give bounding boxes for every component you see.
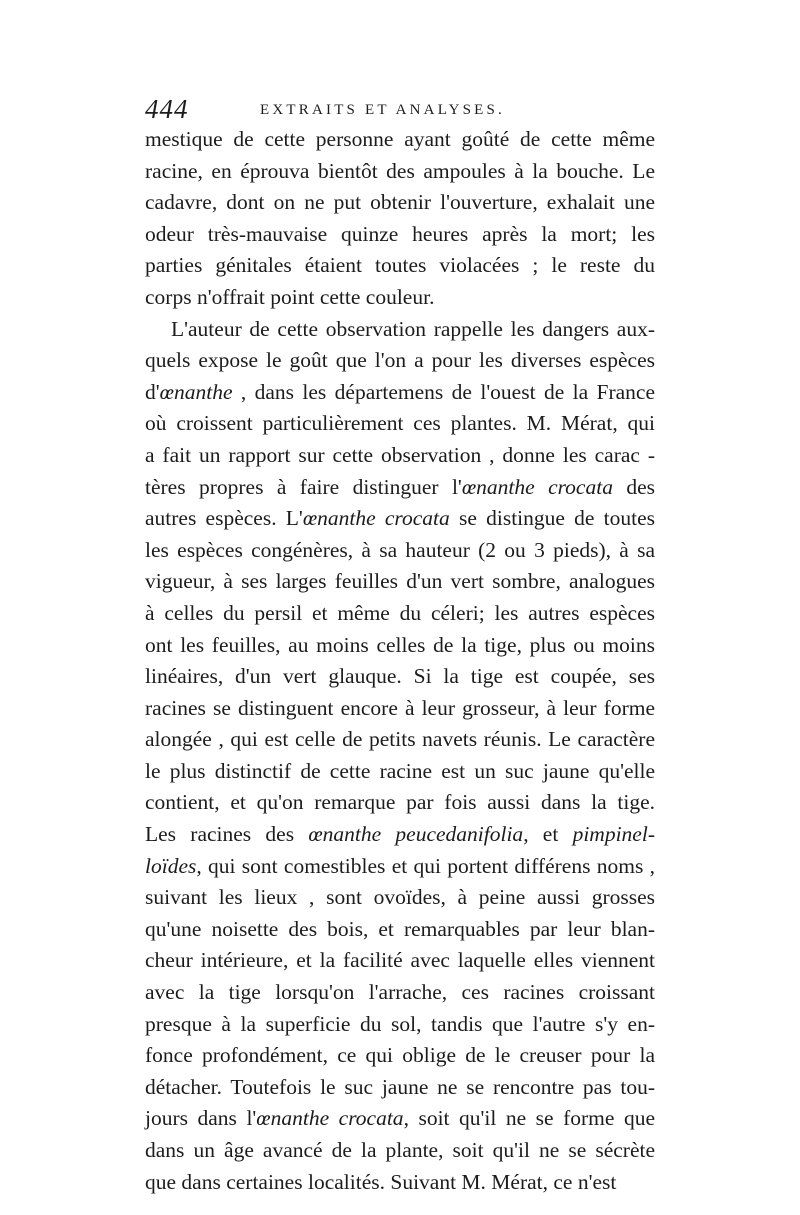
text-line: [145, 250, 655, 282]
text-line: [145, 282, 655, 314]
text-segment: se distingue de toutes: [449, 506, 656, 531]
running-title: EXTRAITS ET ANALYSES.: [260, 102, 506, 118]
italic-text: œnanthe: [159, 379, 233, 404]
text-segment: détacher. Toutefois le suc jaune ne se rencontre pas tou-: [145, 1074, 655, 1099]
page-number: 444: [145, 94, 189, 124]
text-segment: à celles du persil et même du céleri; les autres espèces: [145, 600, 655, 625]
text-segment: Les racines des: [145, 822, 309, 847]
text-segment: cheur intérieure, et la facilité avec laquelle elles viennent: [145, 948, 655, 973]
text-segment: corps n'offrait point cette couleur.: [145, 284, 435, 309]
italic-text: œnanthe crocata: [302, 506, 450, 531]
text-line: [145, 219, 655, 251]
text-segment: , dans les départemens de l'ouest de la France: [232, 379, 655, 404]
body-text: [145, 124, 655, 1198]
text-segment: contient, et qu'on remarque par fois aussi dans la tige.: [145, 790, 655, 815]
text-line: [145, 377, 655, 409]
text-segment: autres espèces. L': [145, 506, 303, 531]
text-segment: jours dans l': [145, 1106, 257, 1131]
text-line: [145, 1072, 655, 1104]
italic-text: œnanthe crocata: [461, 474, 613, 499]
text-segment: suivant les lieux , sont ovoïdes, à peine aussi grosses: [145, 885, 655, 910]
italic-text: pimpinel-: [572, 822, 655, 847]
text-line: [145, 882, 655, 914]
text-segment: quels expose le goût que l'on a pour les diverses espèces: [145, 348, 655, 373]
text-line: [145, 1135, 655, 1167]
text-segment: , soit qu'il ne se forme que: [403, 1106, 656, 1131]
text-segment: racine, en éprouva bientôt des ampoules à la bouche. Le: [145, 158, 655, 183]
text-segment: vigueur, à ses larges feuilles d'un vert sombre, analogues: [145, 569, 655, 594]
text-segment: que dans certaines localités. Suivant M. Mérat, ce n'est: [145, 1169, 617, 1194]
text-segment: , et: [523, 822, 573, 847]
text-line: [145, 724, 655, 756]
text-segment: qu'une noisette des bois, et remarquables par leur blan-: [145, 916, 655, 941]
text-line: [145, 693, 655, 725]
text-line: [145, 156, 655, 188]
text-line: [145, 314, 655, 346]
text-line: [145, 503, 655, 535]
text-line: [145, 187, 655, 219]
text-line: [145, 630, 655, 662]
text-segment: alongée , qui est celle de petits navets réunis. Le caractère: [145, 727, 655, 752]
text-segment: cadavre, dont on ne put obtenir l'ouverture, exhalait une: [145, 190, 655, 215]
text-segment: racines se distinguent encore à leur grosseur, à leur forme: [145, 695, 655, 720]
text-line: [145, 945, 655, 977]
text-line: [145, 535, 655, 567]
text-line: [145, 1040, 655, 1072]
italic-text: œnanthe peucedanifolia: [308, 822, 524, 847]
text-line: [145, 345, 655, 377]
text-segment: fonce profondément, ce qui oblige de le creuser pour la: [145, 1043, 655, 1068]
text-segment: des: [612, 474, 656, 499]
text-segment: a fait un rapport sur cette observation , donne les carac -: [145, 442, 655, 467]
text-segment: linéaires, d'un vert glauque. Si la tige est coupée, ses: [145, 664, 655, 689]
page-header: [145, 94, 655, 124]
text-line: [145, 440, 655, 472]
text-segment: parties génitales étaient toutes violacées ; le reste du: [145, 253, 655, 278]
text-segment: où croissent particulièrement ces plantes. M. Mérat, qui: [145, 411, 655, 436]
text-line: [145, 756, 655, 788]
italic-text: loïdes: [145, 853, 197, 878]
text-segment: presque à la superficie du sol, tandis que l'autre s'y en-: [145, 1011, 655, 1036]
text-line: [145, 1167, 655, 1199]
text-segment: , qui sont comestibles et qui portent différens noms ,: [196, 853, 655, 878]
text-segment: d': [145, 379, 160, 404]
text-segment: tères propres à faire distinguer l': [145, 474, 462, 499]
text-line: [145, 661, 655, 693]
text-line: [145, 124, 655, 156]
text-line: [145, 851, 655, 883]
italic-text: œnanthe crocata: [256, 1106, 404, 1131]
text-segment: dans un âge avancé de la plante, soit qu'il ne se sécrète: [145, 1138, 655, 1162]
text-line: [145, 598, 655, 630]
text-segment: odeur très-mauvaise quinze heures après la mort; les: [145, 221, 655, 246]
text-segment: le plus distinctif de cette racine est un suc jaune qu'elle: [145, 758, 655, 783]
text-line: [145, 914, 655, 946]
text-line: [145, 819, 655, 851]
text-line: [145, 472, 655, 504]
text-line: [145, 1103, 655, 1135]
text-segment: les espèces congénères, à sa hauteur (2 ou 3 pieds), à sa: [145, 537, 655, 562]
text-segment: mestique de cette personne ayant goûté de cette même: [145, 127, 655, 151]
text-segment: L'auteur de cette observation rappelle les dangers aux-: [171, 316, 655, 341]
text-line: [145, 787, 655, 819]
text-segment: ont les feuilles, au moins celles de la tige, plus ou moins: [145, 632, 655, 657]
text-line: [145, 977, 655, 1009]
text-line: [145, 408, 655, 440]
text-line: [145, 1009, 655, 1041]
text-line: [145, 566, 655, 598]
text-segment: avec la tige lorsqu'on l'arrache, ces racines croissant: [145, 980, 655, 1005]
